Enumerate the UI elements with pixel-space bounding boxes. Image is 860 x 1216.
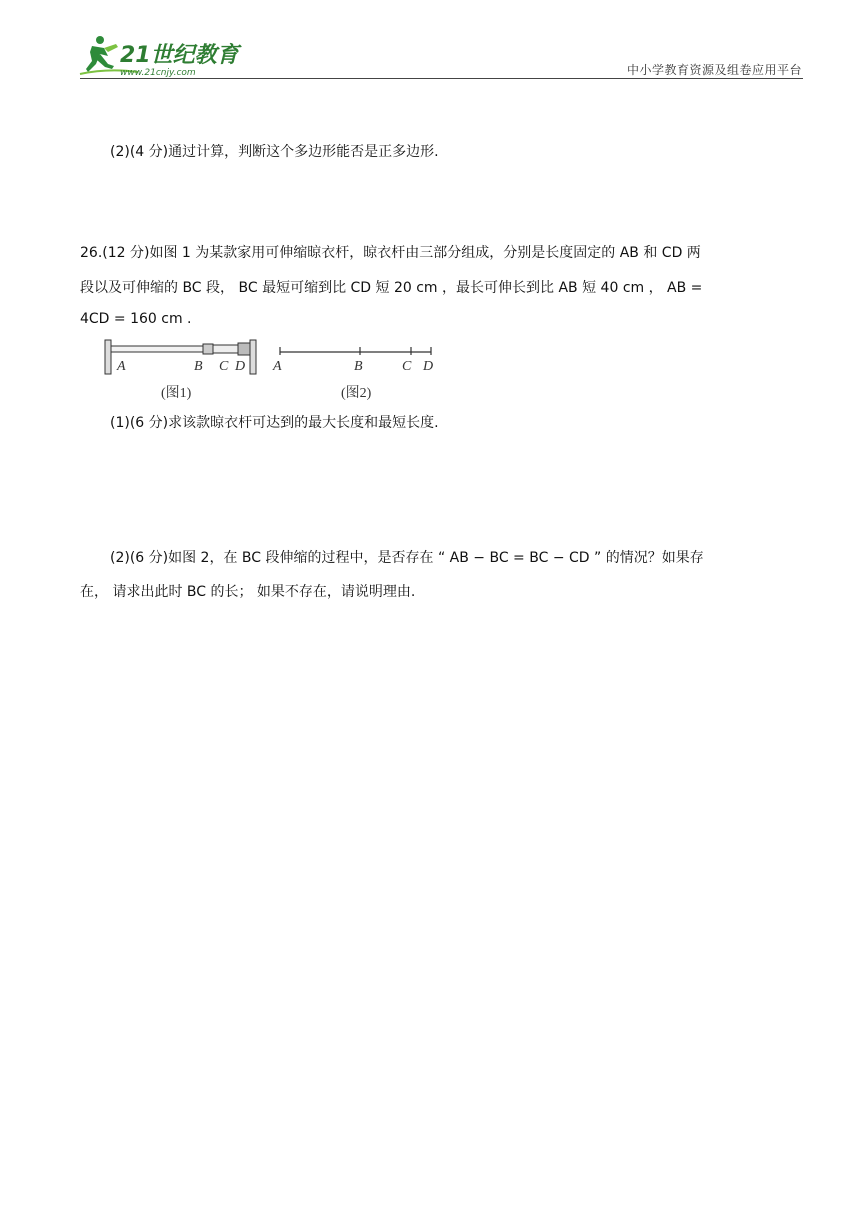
q26-part1: (1)(6 分)求该款晾衣杆可达到的最大长度和最短长度. [110, 415, 439, 431]
site-logo [78, 34, 253, 78]
fig2-label-a: A [273, 359, 282, 374]
header-divider [80, 78, 803, 79]
fig2-label-c: C [402, 359, 412, 374]
figure2-caption: (图2) [341, 386, 372, 401]
fig2-label-d: D [423, 359, 434, 374]
fig1-label-a: A [117, 359, 126, 374]
logo-url: www.21cnjy.com [120, 68, 196, 78]
fig1-label-c: C [219, 359, 229, 374]
figure1-caption: (图1) [161, 386, 192, 401]
figure2-line-segment [272, 347, 433, 374]
site-tagline: 中小学教育资源及组卷应用平台 [626, 63, 802, 77]
q26-figures [103, 338, 443, 408]
q26-part2-line1: (2)(6 分)如图 2，在 BC 段伸缩的过程中，是否存在 “ AB − BC = BC − CD ” 的情况？如果存 [110, 550, 704, 566]
page-header [0, 0, 860, 80]
q25-part2: (2)(4 分)通过计算，判断这个多边形能否是正多边形. [110, 144, 439, 160]
logo-wordmark: 21世纪教育 [120, 43, 239, 68]
fig1-label-b: B [194, 359, 203, 374]
q26-part2-line2: 在， 请求出此时 BC 的长； 如果不存在，请说明理由. [80, 584, 416, 600]
fig2-label-b: B [354, 359, 363, 374]
fig1-label-d: D [235, 359, 246, 374]
figure1-clothes-pole [105, 340, 256, 374]
q26-stem-line2: 段以及可伸缩的 BC 段， BC 最短可缩到比 CD 短 20 cm ，最长可伸长到比 AB 短 40 cm ， AB = [80, 280, 703, 296]
q26-stem-line3: 4CD = 160 cm . [80, 311, 192, 327]
q26-stem-line1: 26.(12 分)如图 1 为某款家用可伸缩晾衣杆，晾衣杆由三部分组成，分别是长度固定的 AB 和 CD 两 [80, 245, 701, 261]
